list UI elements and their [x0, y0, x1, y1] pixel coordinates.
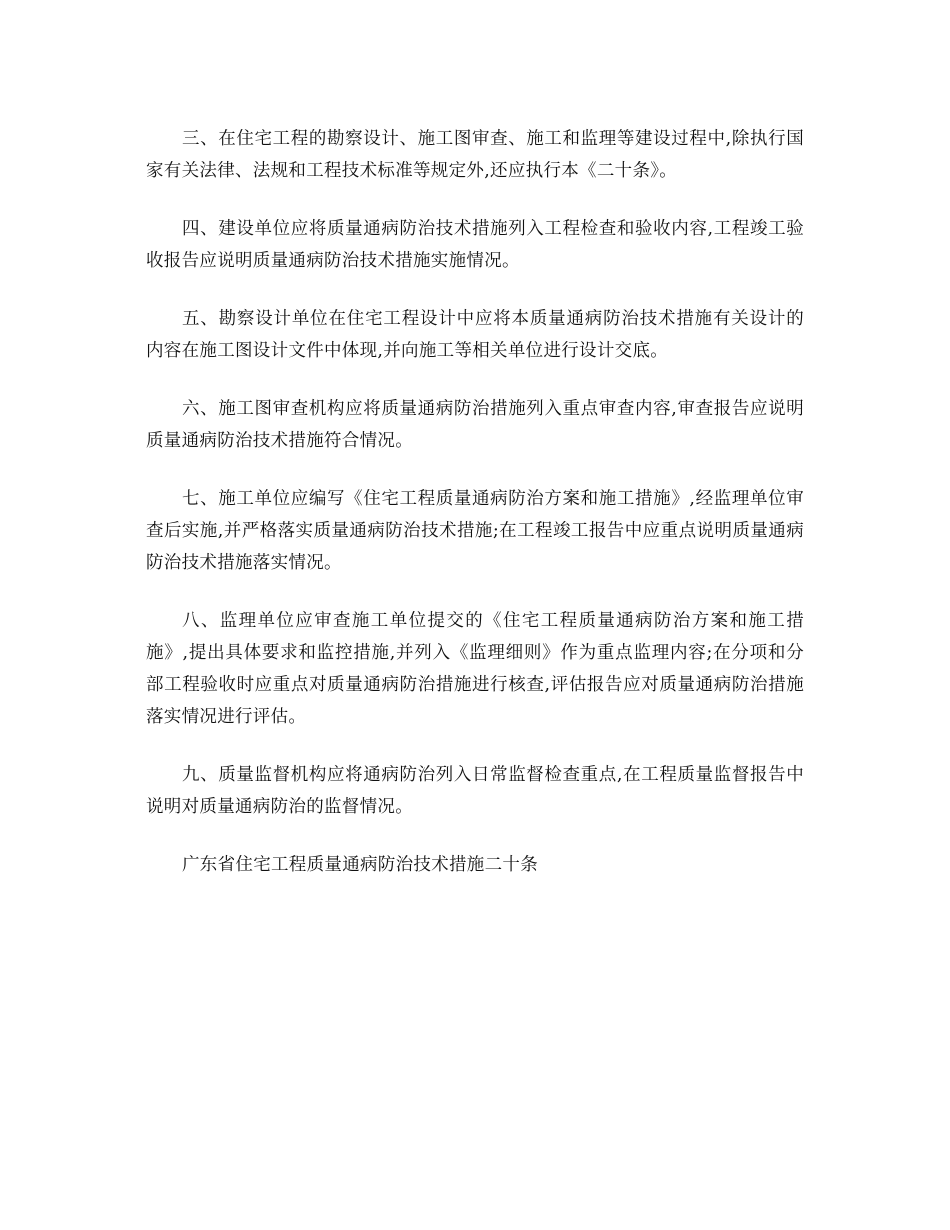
paragraph-item-7: 七、施工单位应编写《住宅工程质量通病防治方案和施工措施》,经监理单位审查后实施,并严格落实质量通病防治技术措施;在工程竣工报告中应重点说明质量通病防治技术措施落实情况。 [146, 489, 804, 573]
paragraph-item-3: 三、在住宅工程的勘察设计、施工图审查、施工和监理等建设过程中,除执行国家有关法律、法规和工程技术标准等规定外,还应执行本《二十条》。 [146, 129, 804, 181]
paragraph-item-6: 六、施工图审查机构应将质量通病防治措施列入重点审查内容,审查报告应说明质量通病防治技术措施符合情况。 [146, 399, 804, 451]
paragraph-item-4: 四、建设单位应将质量通病防治技术措施列入工程检查和验收内容,工程竣工验收报告应说明质量通病防治技术措施实施情况。 [146, 219, 804, 271]
paragraph-item-9: 九、质量监督机构应将通病防治列入日常监督检查重点,在工程质量监督报告中说明对质量通病防治的监督情况。 [146, 765, 804, 817]
paragraph-item-8: 八、监理单位应审查施工单位提交的《住宅工程质量通病防治方案和施工措施》,提出具体要求和监控措施,并列入《监理细则》作为重点监理内容;在分项和分部工程验收时应重点对质量通病防治措施进行核查,评估报告应对质量通病防治措施落实情况进行评估。 [146, 611, 804, 727]
document-body [146, 123, 804, 907]
paragraph-item-5: 五、勘察设计单位在住宅工程设计中应将本质量通病防治技术措施有关设计的内容在施工图设计文件中体现,并向施工等相关单位进行设计交底。 [146, 309, 804, 361]
document-footer-title: 广东省住宅工程质量通病防治技术措施二十条 [182, 855, 538, 875]
